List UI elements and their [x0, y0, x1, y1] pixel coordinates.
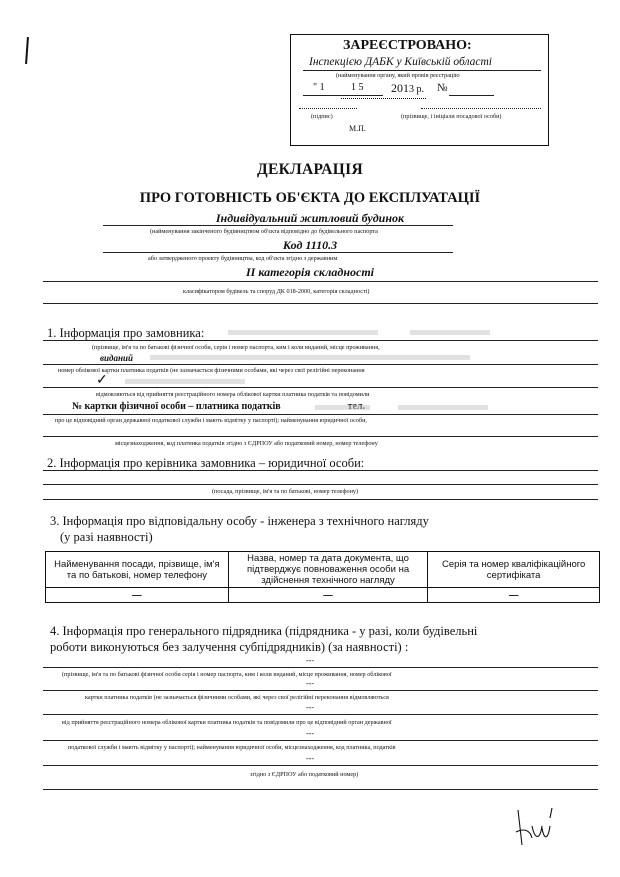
- table-cell: —: [228, 588, 427, 603]
- section4-dash: ---: [306, 656, 314, 665]
- section4-caption3: від прийняття реєстраційного номера облікової картки платника податків та повідомили про це відповідний орган державної: [62, 719, 392, 726]
- section3-heading-line1: 3. Інформація про відповідальну особу - інженера з технічного нагляду: [50, 514, 429, 528]
- object-name: Індивідуальний житловий будинок: [215, 211, 405, 225]
- section2-heading: 2. Інформація про керівника замовника – юридичної особи:: [47, 456, 365, 470]
- stamp-inspection: Інспекцією ДАБК у Київській області: [309, 56, 492, 68]
- section4-caption2: картки платника податків (не зазначається фізичними особами, які через свої релігійні переконання відмовляються: [85, 694, 389, 701]
- stamp-inspection-caption: (найменування органу, який провів реєстрацію: [336, 72, 460, 79]
- stamp-signature-line: [341, 98, 426, 99]
- declaration-title: ДЕКЛАРАЦІЯ: [257, 161, 363, 178]
- registration-stamp: [290, 34, 549, 146]
- taxpayer-card-label: № картки фізичної особи – платника податків: [72, 401, 281, 412]
- section1-caption3: відмовляються від прийняття реєстраційного номера облікової картки платника податків та повідомили: [96, 391, 370, 398]
- engineer-table-header: [46, 552, 600, 588]
- stamp-name-caption: (прізвище, і ініціали посадової особи): [401, 113, 502, 120]
- checkmark-icon: ✓: [96, 373, 108, 388]
- section1-heading: 1. Інформація про замовника:: [47, 326, 205, 340]
- table-row: [46, 588, 600, 603]
- table-header-document: Назва, номер та дата документа, що підтверджує повноваження особи на здійснення технічного нагляду: [228, 552, 427, 588]
- table-header-position: Найменування посади, прізвище, ім'я та по батькові, номер телефону: [46, 552, 229, 588]
- object-code: Код 1110.3: [282, 238, 338, 252]
- category-caption: класифікатором будівель та споруд ДК 018-2000, категорія складності): [183, 288, 370, 295]
- declaration-subtitle: ПРО ГОТОВНІСТЬ ОБ'ЄКТА ДО ЕКСПЛУАТАЦІЇ: [139, 190, 481, 206]
- section4-dash: ---: [306, 679, 314, 688]
- stamp-date-prefix: " 1: [313, 82, 325, 93]
- stamp-year-digits: 201: [391, 81, 409, 95]
- section1-caption1: (прізвище, ім'я та по батькові фізичної особи, серія і номер паспорта, ким і коли виданий, місце проживання,: [92, 344, 380, 351]
- section4-caption1: (прізвище, ім'я та по батькові фізичної особи серія і номер паспорта, ким і коли виданий, місце проживання, номер облікової: [62, 671, 392, 678]
- section3-heading-line2: (у разі наявності): [60, 530, 153, 544]
- section4-dash: ---: [306, 703, 314, 712]
- code-caption: або затвердженого проекту будівництва, код об'єкта згідно з державним: [148, 255, 338, 262]
- section4-dash: ---: [306, 729, 314, 738]
- table-cell: —: [46, 588, 229, 603]
- section2-caption: (посада, прізвище, ім'я та по батькові, номер телефону): [212, 488, 359, 495]
- stamp-title: ЗАРЕЄСТРОВАНО:: [343, 38, 472, 53]
- section1-caption2: номер облікової картки платника податків (не зазначається фізичними особами, які через свої релігійні переконання: [58, 367, 365, 374]
- stamp-date-year: [391, 81, 424, 96]
- signature-mark: [510, 800, 560, 850]
- table-header-certificate: Серія та номер кваліфікаційного сертифіката: [428, 552, 600, 588]
- object-caption: (найменування закінченого будівництвом об'єкта відповідно до будівельного паспорта: [150, 228, 378, 235]
- section4-caption4: податкової служби і мають відмітку у паспорті); найменування юридичної особи, місцезнаходження, код платника, податків: [68, 744, 396, 751]
- stamp-number-label: №: [437, 82, 448, 94]
- stamp-date-month: 1 5: [351, 82, 364, 93]
- object-category: ІІ категорія складності: [246, 265, 374, 279]
- stamp-mp: М.П.: [349, 124, 366, 133]
- section1-caption4: про це відповідний орган державної податкової служби і мають відмітку у паспорті); найменування юридичної особи,: [55, 417, 367, 424]
- section4-heading-line2: роботи виконуються без залучення субпідрядників) (за наявності) :: [50, 640, 409, 654]
- stamp-year-suffix: 3 р.: [409, 84, 424, 95]
- margin-mark: [25, 37, 29, 64]
- stamp-signature-caption: (підпис): [311, 113, 333, 120]
- section1-caption5: місцезнаходження, код платника податків згідно з ЄДРПОУ або податковий номер, номер телефону: [115, 440, 378, 447]
- section4-caption5: згідно з ЄДРПОУ або податковий номер): [250, 771, 359, 778]
- section4-dash: ---: [306, 754, 314, 763]
- engineer-table: [45, 551, 600, 603]
- section4-heading-line1: 4. Інформація про генерального підрядника (підрядника - у разі, коли будівельні: [50, 624, 478, 638]
- section1-issued: виданий: [100, 353, 133, 363]
- table-cell: —: [428, 588, 600, 603]
